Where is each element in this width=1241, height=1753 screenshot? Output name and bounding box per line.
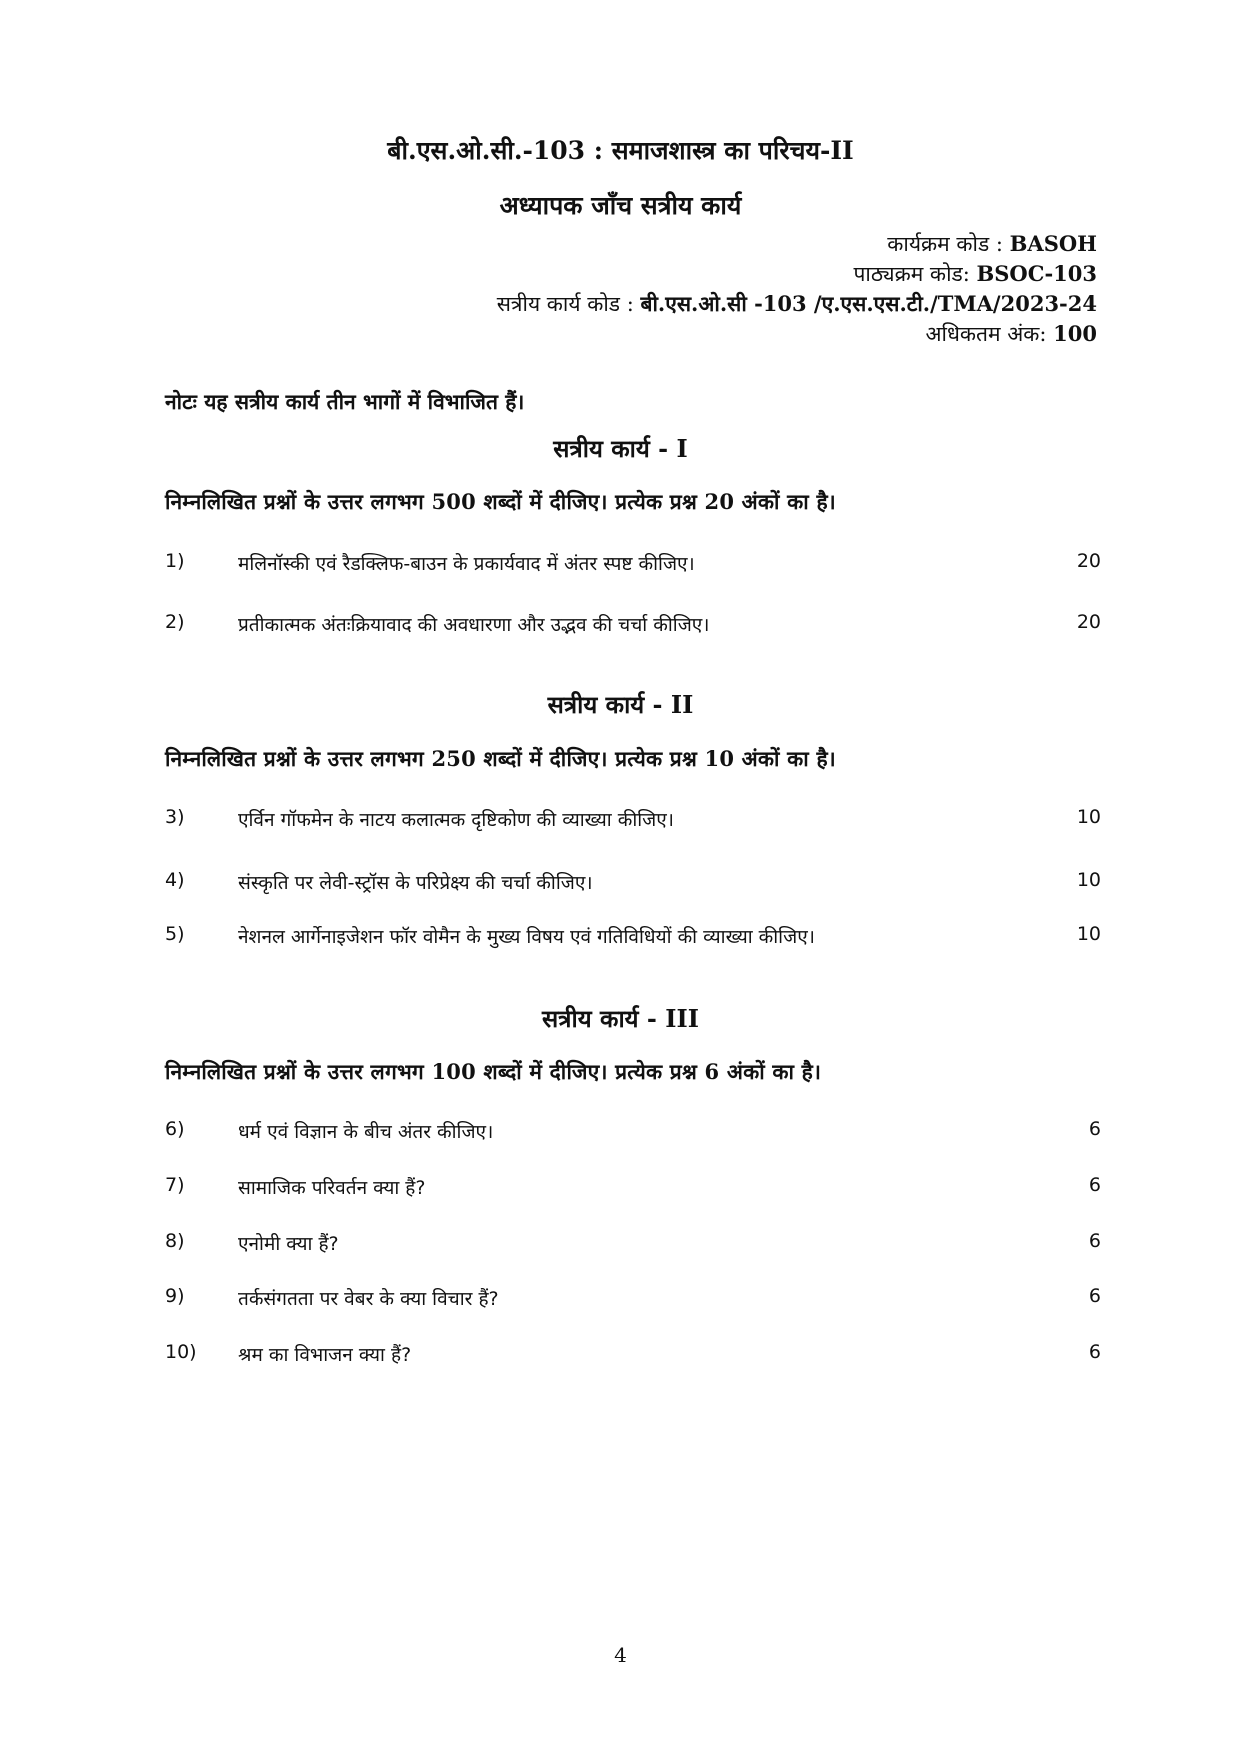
assignment-code-line — [497, 290, 1097, 318]
program-code-line — [887, 230, 1097, 258]
question-marks: 20 — [1076, 611, 1101, 633]
question-marks: 10 — [1076, 869, 1101, 891]
question-row — [165, 1174, 1101, 1204]
question-marks: 6 — [1088, 1230, 1101, 1252]
question-text: मलिनॉस्की एवं रैडक्लिफ-बाउन के प्रकार्यवाद में अंतर स्पष्ट कीजिए। — [238, 553, 695, 575]
question-row — [165, 611, 1101, 641]
question-text: एनोमी क्या हैं? — [238, 1233, 339, 1255]
assignment-code-label: सत्रीय कार्य कोड : — [496, 292, 634, 316]
document-subtitle: अध्यापक जाँच सत्रीय कार्य — [499, 191, 742, 220]
question-number: 8) — [165, 1230, 185, 1252]
question-number: 2) — [165, 611, 185, 633]
question-number: 6) — [165, 1118, 185, 1140]
max-marks-line — [925, 320, 1097, 348]
question-row — [165, 1230, 1101, 1260]
question-text: प्रतीकात्मक अंतःक्रियावाद की अवधारणा और उद्भव की चर्चा कीजिए। — [238, 614, 710, 636]
question-number: 9) — [165, 1285, 185, 1307]
question-number: 3) — [165, 806, 185, 828]
note-text: नोटः यह सत्रीय कार्य तीन भागों में विभाजित हैं। — [165, 389, 525, 414]
question-number: 5) — [165, 923, 185, 945]
section-title: सत्रीय कार्य - III — [542, 1004, 699, 1033]
question-text: श्रम का विभाजन क्या हैं? — [238, 1344, 412, 1366]
max-marks-value: 100 — [1053, 321, 1097, 346]
question-number: 4) — [165, 869, 185, 891]
question-number: 1) — [165, 550, 185, 572]
course-code-value: BSOC-103 — [976, 261, 1097, 286]
question-number: 10) — [165, 1341, 197, 1363]
question-marks: 10 — [1076, 806, 1101, 828]
question-marks: 6 — [1088, 1174, 1101, 1196]
section-title: सत्रीय कार्य - II — [547, 690, 694, 719]
question-text: धर्म एवं विज्ञान के बीच अंतर कीजिए। — [238, 1121, 494, 1143]
question-marks: 6 — [1088, 1285, 1101, 1307]
question-text: सामाजिक परिवर्तन क्या हैं? — [238, 1177, 426, 1199]
question-marks: 6 — [1088, 1118, 1101, 1140]
question-row — [165, 1341, 1101, 1371]
question-row — [165, 869, 1101, 899]
page-number: 4 — [614, 1643, 627, 1667]
question-marks: 20 — [1076, 550, 1101, 572]
question-row — [165, 550, 1101, 580]
course-code-line — [854, 260, 1098, 288]
question-row — [165, 1285, 1101, 1315]
question-row — [165, 923, 1101, 953]
question-text: तर्कसंगतता पर वेबर के क्या विचार हैं? — [238, 1288, 499, 1310]
assignment-code-value: बी.एस.ओ.सी -103 /ए.एस.एस.टी./TMA/2023-24 — [640, 291, 1097, 316]
max-marks-label: अधिकतम अंक: — [925, 322, 1047, 346]
question-text: संस्कृति पर लेवी-स्ट्रॉस के परिप्रेक्ष्य की चर्चा कीजिए। — [238, 872, 593, 894]
question-row — [165, 1118, 1101, 1148]
section-instruction: निम्नलिखित प्रश्नों के उत्तर लगभग 100 शब्दों में दीजिए। प्रत्येक प्रश्न 6 अंकों का है। — [165, 1059, 822, 1084]
course-code-label: पाठ्यक्रम कोड: — [853, 262, 970, 286]
question-text: एर्विन गॉफमेन के नाटय कलात्मक दृष्टिकोण की व्याख्या कीजिए। — [238, 809, 674, 831]
section-title: सत्रीय कार्य - I — [553, 434, 688, 463]
program-code-label: कार्यक्रम कोड : — [887, 232, 1003, 256]
question-marks: 6 — [1088, 1341, 1101, 1363]
program-code-value: BASOH — [1009, 231, 1097, 256]
section-instruction: निम्नलिखित प्रश्नों के उत्तर लगभग 500 शब्दों में दीजिए। प्रत्येक प्रश्न 20 अंकों का है। — [165, 489, 836, 514]
question-number: 7) — [165, 1174, 185, 1196]
document-title: बी.एस.ओ.सी.-103 : समाजशास्त्र का परिचय-II — [387, 136, 854, 165]
question-marks: 10 — [1076, 923, 1101, 945]
question-text: नेशनल आर्गेनाइजेशन फॉर वोमैन के मुख्य विषय एवं गतिविधियों की व्याख्या कीजिए। — [238, 926, 815, 948]
section-instruction: निम्नलिखित प्रश्नों के उत्तर लगभग 250 शब्दों में दीजिए। प्रत्येक प्रश्न 10 अंकों का है। — [165, 746, 836, 771]
question-row — [165, 806, 1101, 836]
